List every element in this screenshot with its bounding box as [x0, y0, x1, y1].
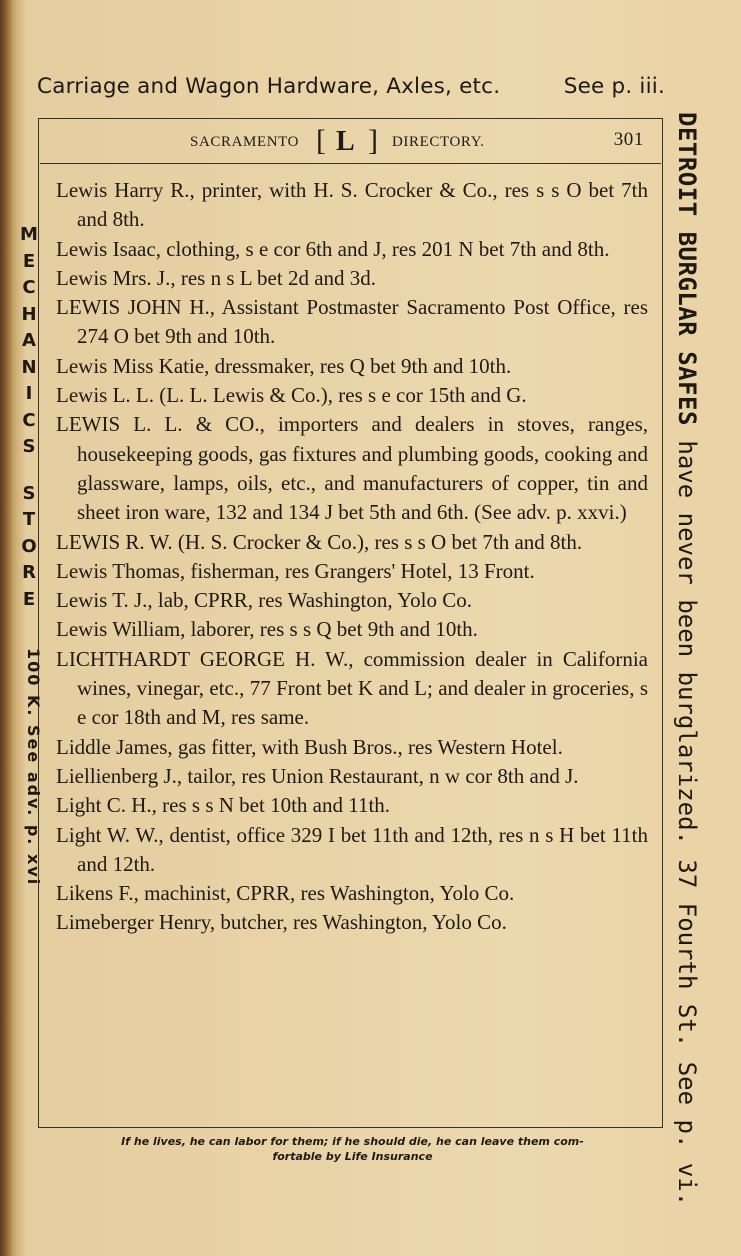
footer-line-1: If he lives, he can labor for them; if he should die, he can leave them com- [121, 1135, 584, 1148]
directory-entry: Light W. W., dentist, office 329 I bet 11th and 12th, res n s H bet 11th and 12th. [56, 822, 648, 876]
left-ad-letter: S [22, 482, 36, 504]
footer-ad [40, 1134, 665, 1164]
directory-entry: Light C. H., res s s N bet 10th and 11th. [56, 793, 391, 818]
left-ad-address: 100 K. See adv. p. xvi [24, 648, 43, 887]
header-letter: L [336, 126, 356, 157]
left-ad-mechanics [14, 222, 44, 461]
directory-entry: Lewis William, laborer, res s s Q bet 9th and 10th. [56, 617, 478, 642]
directory-entry: Likens F., machinist, CPRR, res Washington, Yolo Co. [56, 881, 515, 906]
left-ad-store [14, 481, 44, 614]
left-ad-letter: S [22, 436, 36, 457]
directory-entry: Liddle James, gas fitter, with Bush Bros., res Western Hotel. [56, 734, 563, 759]
directory-entry: Lewis Thomas, fisherman, res Grangers' Hotel, 13 Front. [56, 558, 535, 583]
left-ad-letter: H [21, 303, 37, 325]
header-rule [40, 163, 661, 164]
directory-entry: Lewis Miss Katie, dressmaker, res Q bet 9th and 10th. [56, 353, 512, 378]
left-ad-letter: I [25, 383, 33, 404]
directory-entry: Lewis L. L. (L. L. Lewis & Co.), res s e cor 15th and G. [56, 383, 527, 408]
directory-entry: Lewis Isaac, clothing, s e cor 6th and J, res 201 N bet 7th and 8th. [56, 236, 610, 261]
directory-entries [56, 176, 648, 938]
directory-entry: LICHTHARDT GEORGE H. W., commission dealer in California wines, vinegar, etc., 77 Front bet K and L; and dealer in groceries, s e cor 18th and M, res same. [56, 646, 648, 730]
running-head [37, 74, 667, 99]
directory-entry: Liellienberg J., tailor, res Union Restaurant, n w cor 8th and J. [56, 763, 579, 788]
page-number: 301 [613, 129, 644, 150]
header-city: SACRAMENTO [190, 134, 300, 150]
left-margin-ad [14, 222, 44, 1022]
directory-entry: LEWIS JOHN H., Assistant Postmaster Sacramento Post Office, res 274 O bet 9th and 10th. [56, 295, 648, 349]
running-head-left: Carriage and Wagon Hardware, Axles, etc. [37, 74, 501, 99]
right-ad-bold: DETROIT BURGLAR SAFES [673, 112, 701, 426]
left-ad-letter: T [22, 509, 36, 530]
right-margin-ad [673, 112, 701, 1207]
left-ad-letter: E [22, 588, 36, 610]
left-ad-letter: A [22, 330, 36, 351]
directory-entry: Limeberger Henry, butcher, res Washington, Yolo Co. [56, 910, 507, 935]
left-ad-letter: R [22, 562, 36, 583]
directory-entry: Lewis T. J., lab, CPRR, res Washington, Yolo Co. [56, 588, 473, 613]
left-ad-letter: M [20, 224, 38, 245]
page-header [42, 124, 646, 157]
running-head-right: See p. iii. [563, 74, 665, 99]
header-bracket-open: [ [316, 124, 327, 157]
header-directory: DIRECTORY. [392, 134, 485, 150]
left-ad-letter: O [21, 535, 37, 557]
directory-entry: Lewis Mrs. J., res n s L bet 2d and 3d. [56, 265, 377, 290]
right-ad-rest: have never been burglarized. 37 Fourth St. See p. vi. [673, 425, 701, 1207]
directory-entry: LEWIS R. W. (H. S. Crocker & Co.), res s s O bet 7th and 8th. [56, 529, 583, 554]
left-ad-letter: E [22, 250, 36, 272]
header-bracket-close: ] [368, 124, 379, 157]
left-ad-letter: N [21, 356, 37, 378]
left-ad-letter: C [22, 277, 36, 298]
footer-line-2: fortable by Life Insurance [272, 1150, 433, 1163]
directory-entry: Lewis Harry R., printer, with H. S. Crocker & Co., res s s O bet 7th and 8th. [56, 178, 648, 232]
directory-entry: LEWIS L. L. & CO., importers and dealers in stoves, ranges, housekeeping goods, gas fixtures and plumbing goods, cooking and glassware, lamps, oils, etc., and manufacturers of copper, tin and sheet iron ware, 132 and 134 J bet 5th and 6th. (See adv. p. xxvi.) [56, 412, 648, 525]
left-ad-letter: C [22, 409, 36, 431]
